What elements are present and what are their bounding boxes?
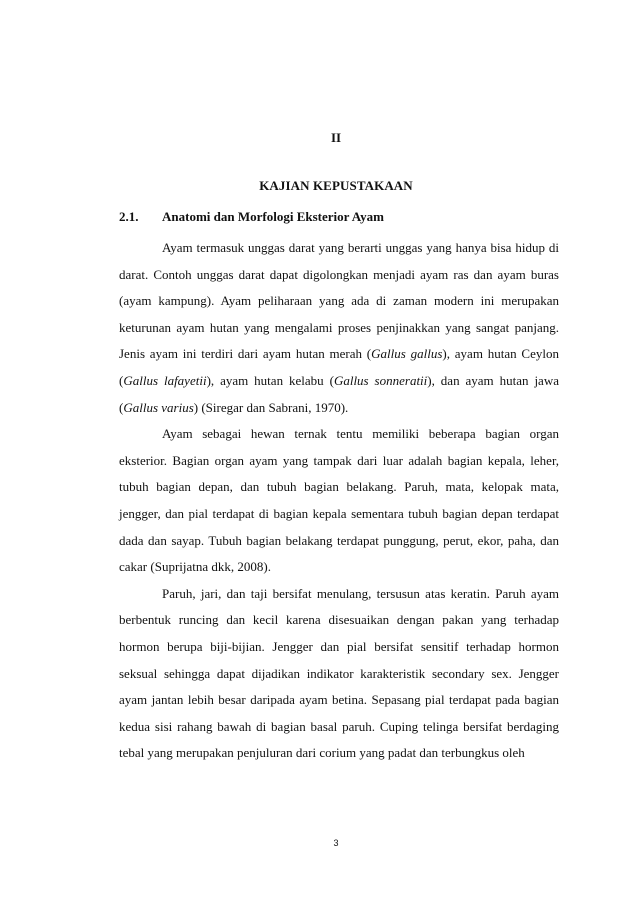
paragraph-text: ), ayam hutan kelabu ( — [206, 372, 334, 388]
species-name: Gallus sonneratii — [333, 372, 428, 388]
paragraph — [119, 235, 559, 421]
paragraph: Ayam sebagai hewan ternak tentu memiliki beberapa bagian organ eksterior. Bagian organ ayam yang tampak dari luar adalah bagian kepala, leher, tubuh bagian depan, dan tubuh bagian belakang. Paruh, mata, kelopak mata, jengger, dan pial terdapat di bagian kepala sementara tubuh bagian depan terdapat dada dan sayap. Tubuh bagian belakang terdapat punggung, perut, ekor, paha, dan cakar (Suprijatna dkk, 2008). — [119, 426, 559, 575]
chapter-title: KAJIAN KEPUSTAKAAN — [259, 178, 413, 193]
page-number: 3 — [333, 838, 339, 848]
paragraph-text: ) (Siregar dan Sabrani, 1970). — [193, 399, 349, 415]
paragraph-text: ), dan ayam hutan jawa ( — [119, 372, 559, 415]
species-name: Gallus gallus — [371, 346, 443, 362]
section-heading — [119, 209, 559, 225]
paragraph-text: ), ayam hutan Ceylon ( — [119, 346, 559, 388]
section-number: 2.1. — [119, 209, 139, 224]
species-name: Gallus lafayetii — [123, 372, 207, 388]
paragraph: Paruh, jari, dan taji bersifat menulang, tersusun atas keratin. Paruh ayam berbentuk runcing dan kecil karena disesuaikan dengan pakan yang terhadap hormon berupa biji-bijian. Jengger dan pial bersifat sensitif terhadap hormon seksual sehingga dapat dijadikan indikator karakteristik secondary sex. Jengger ayam jantan lebih besar daripada ayam betina. Sepasang pial terdapat pada bagian kedua sisi rahang bawah di bagian basal paruh. Cuping telinga bersifat berdaging tebal yang merupakan penjuluran dari corium yang padat dan terbungkus oleh — [119, 585, 559, 761]
chapter-number: II — [330, 130, 342, 145]
species-name: Gallus varius — [123, 399, 194, 415]
paragraph-text: Ayam termasuk unggas darat yang berarti unggas yang hanya bisa hidup di darat. Contoh unggas darat dapat digolongkan menjadi ayam ras dan ayam buras (ayam kampung). Ayam peliharaan yang ada di zaman modern ini merupakan keturunan ayam hutan yang mengalami proses penjinakkan yang sangat panjang. Jenis ayam ini terdiri dari ayam hutan merah ( — [119, 240, 559, 362]
section-title: Anatomi dan Morfologi Eksterior Ayam — [162, 209, 384, 224]
body-text — [119, 235, 559, 767]
